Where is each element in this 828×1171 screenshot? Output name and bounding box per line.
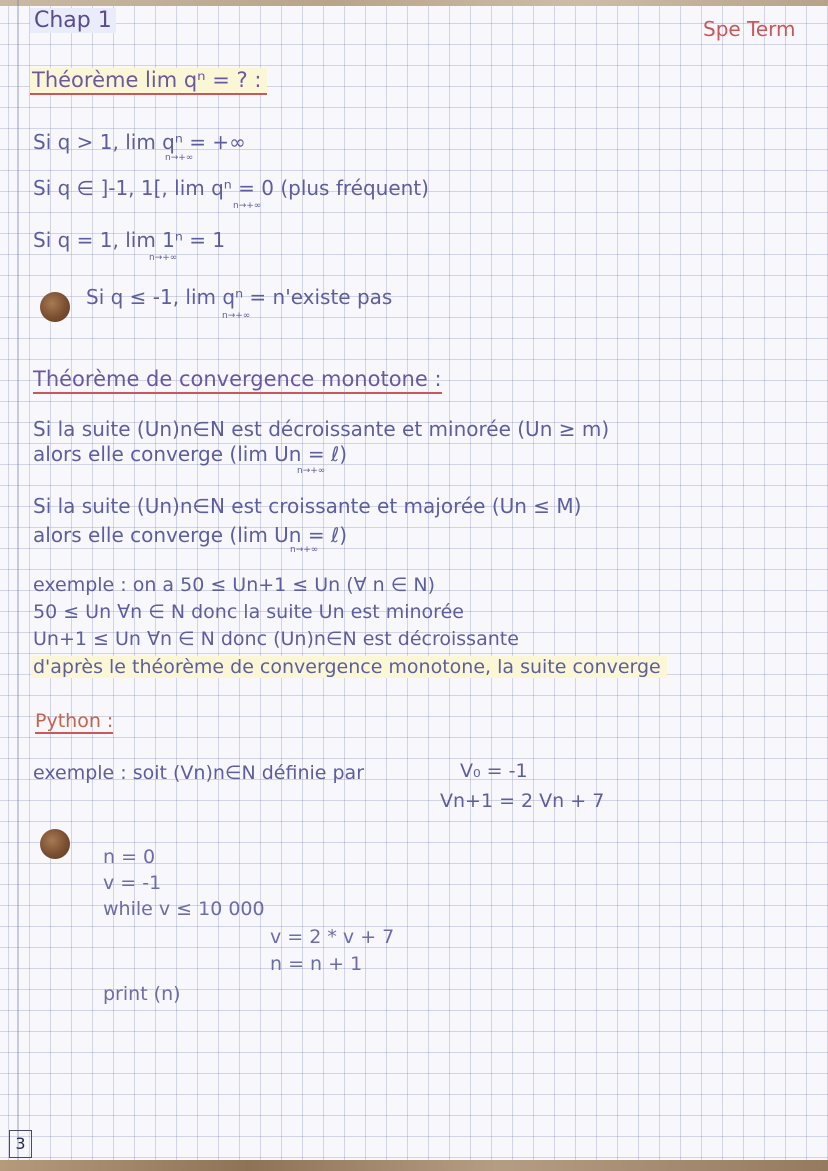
monotone-line-1: Si la suite (Un)n∈N est décroissante et minorée (Un ≥ m) bbox=[33, 417, 610, 441]
example-line-3: Un+1 ≤ Un ∀n ∈ N donc (Un)n∈N est décroissante bbox=[33, 628, 519, 650]
limit-line-3: Si q = 1, lim 1ⁿ = 1 bbox=[33, 228, 226, 252]
code-line-5: n = n + 1 bbox=[270, 953, 363, 975]
punch-hole-top bbox=[40, 292, 70, 322]
course-label: Spe Term bbox=[703, 17, 796, 41]
example-line-4: d'après le théorème de convergence monotone, la suite converge bbox=[31, 656, 667, 678]
example-line-1: exemple : on a 50 ≤ Un+1 ≤ Un (∀ n ∈ N) bbox=[33, 574, 435, 596]
python-intro: exemple : soit (Vn)n∈N définie par bbox=[33, 762, 365, 784]
limit-line-4: Si q ≤ -1, lim qⁿ = n'existe pas bbox=[86, 285, 393, 309]
limit-line-1: Si q > 1, lim qⁿ = +∞ bbox=[33, 130, 246, 154]
top-edge bbox=[0, 0, 828, 6]
code-line-1: n = 0 bbox=[103, 846, 156, 868]
bottom-edge bbox=[0, 1160, 828, 1171]
code-line-3: while v ≤ 10 000 bbox=[103, 898, 265, 920]
code-line-6: print (n) bbox=[103, 983, 181, 1005]
monotone-sub-2: n→+∞ bbox=[290, 545, 319, 555]
page-number: 3 bbox=[9, 1130, 32, 1158]
limits-heading: Théorème lim qⁿ = ? : bbox=[30, 68, 267, 95]
python-recurrence: Vn+1 = 2 Vn + 7 bbox=[440, 790, 605, 812]
monotone-sub-1: n→+∞ bbox=[297, 466, 326, 476]
limit-sub-2: n→+∞ bbox=[233, 201, 262, 211]
margin-line bbox=[17, 0, 19, 1171]
limit-sub-1: n→+∞ bbox=[165, 153, 194, 163]
code-line-4: v = 2 * v + 7 bbox=[270, 926, 395, 948]
punch-hole-bottom bbox=[40, 829, 70, 859]
code-line-2: v = -1 bbox=[103, 872, 162, 894]
chapter-title: Chap 1 bbox=[30, 8, 116, 33]
monotone-line-2: alors elle converge (lim Un = ℓ) bbox=[33, 442, 348, 466]
python-v0: V₀ = -1 bbox=[460, 760, 528, 782]
monotone-line-4: alors elle converge (lim Un = ℓ) bbox=[33, 523, 348, 547]
limit-sub-3: n→+∞ bbox=[149, 253, 178, 263]
monotone-heading: Théorème de convergence monotone : bbox=[33, 367, 442, 394]
python-heading: Python : bbox=[35, 710, 114, 732]
limit-sub-4: n→+∞ bbox=[222, 311, 251, 321]
monotone-line-3: Si la suite (Un)n∈N est croissante et majorée (Un ≤ M) bbox=[33, 494, 582, 518]
limit-line-2: Si q ∈ ]-1, 1[, lim qⁿ = 0 (plus fréquent) bbox=[33, 176, 429, 200]
example-line-2: 50 ≤ Un ∀n ∈ N donc la suite Un est minorée bbox=[33, 601, 464, 623]
